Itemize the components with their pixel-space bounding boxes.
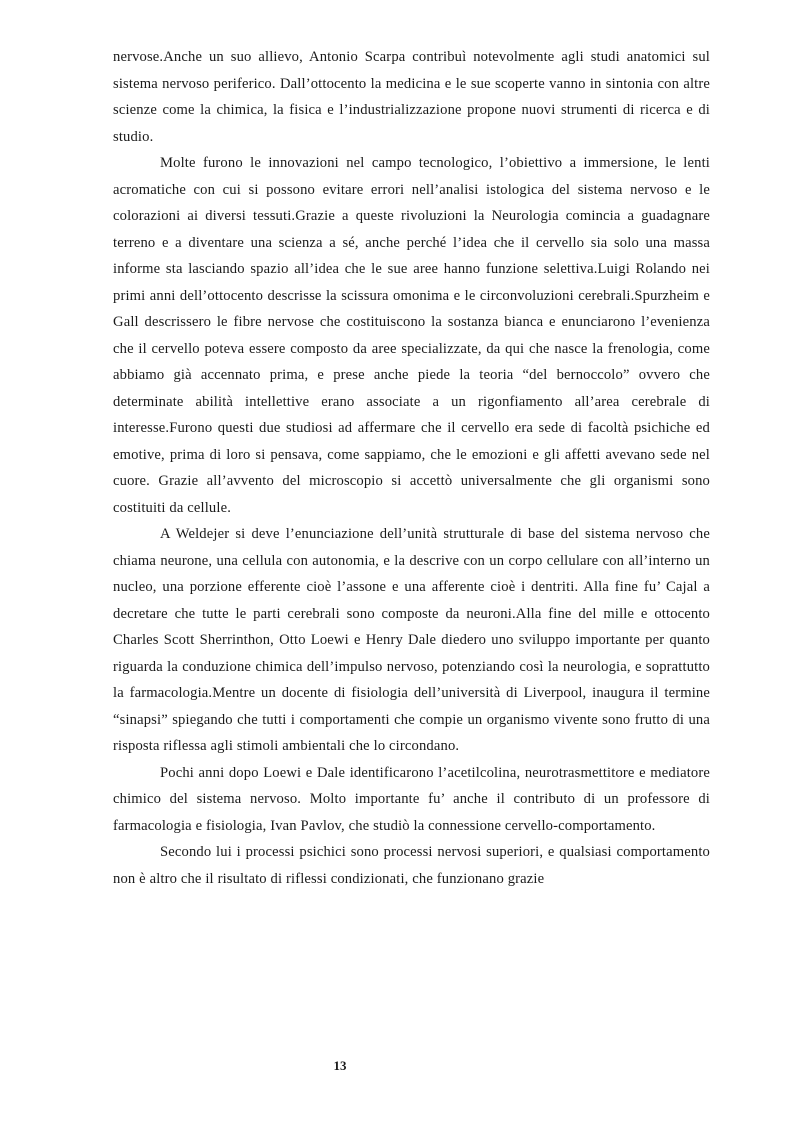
- paragraph-2: Molte furono le innovazioni nel campo tecnologico, l’obiettivo a immersione, le lenti acromatiche con cui si possono evitare errori nell’analisi istologica del sistema nervoso e le colorazioni ai diversi tessuti.Grazie a queste rivoluzioni la Neurologia comincia a guadagnare terreno e a diventare una scienza a sé, anche perché l’idea che il cervello sia solo una massa informe sta lasciando spazio all’idea che le sue aree hanno funzione selettiva.Luigi Rolando nei primi anni dell’ottocento descrisse la scissura omonima e le circonvoluzioni cerebrali.Spurzheim e Gall descrissero le fibre nervose che costituiscono la sostanza bianca e enunciarono l’evenienza che il cervello poteva essere composto da aree specializzate, da qui che nasce la frenologia, come abbiamo già accennato prima, e prese anche piede la teoria “del bernoccolo” ovvero che determinate abilità intellettive erano associate a un rigonfiamento all’area cerebrale di interesse.Furono questi due studiosi ad affermare che il cervello era sede di facoltà psichiche ed emotive, prima di loro si pensava, come sappiamo, che le emozioni e gli affetti avevano sede nel cuore. Grazie all’avvento del microscopio si accettò universalmente che gli organismi sono costituiti da cellule.: [113, 155, 710, 516]
- paragraph-4: Pochi anni dopo Loewi e Dale identificarono l’acetilcolina, neurotrasmettitore e mediatore chimico del sistema nervoso. Molto importante fu’ anche il contributo di un professore di farmacologia e fisiologia, Ivan Pavlov, che studiò la connessione cervello-comportamento.: [113, 764, 710, 834]
- paragraph-1: nervose.Anche un suo allievo, Antonio Scarpa contribuì notevolmente agli studi anatomici sul sistema nervoso periferico. Dall’ottocento la medicina e le sue scoperte vanno in sintonia con altre scienze come la chimica, la fisica e l’industrializzazione propone nuovi strumenti di ricerca e di studio.: [113, 49, 710, 145]
- body-text: [113, 44, 710, 892]
- paragraph-3: A Weldejer si deve l’enunciazione dell’unità strutturale di base del sistema nervoso che chiama neurone, una cellula con autonomia, e la descrive con un corpo cellulare con all’interno un nucleo, una porzione efferente cioè l’assone e una afferente cioè i dentriti. Alla fine fu’ Cajal a decretare che tutte le parti cerebrali sono composte da neuroni.Alla fine del mille e ottocento Charles Scott Sherrinthon, Otto Loewi e Henry Dale diedero uno sviluppo importante per quanto riguarda la conduzione chimica dell’impulso nervoso, potenziando così la neurologia, e soprattutto la farmacologia.Mentre un docente di fisiologia dell’università di Liverpool, inaugura il termine “sinapsi” spiegando che tutti i comportamenti che compie un organismo vivente sono frutto di una risposta riflessa agli stimoli ambientali che lo circondano.: [113, 526, 710, 754]
- paragraph-5: Secondo lui i processi psichici sono processi nervosi superiori, e qualsiasi comportamento non è altro che il risultato di riflessi condizionati, che funzionano grazie: [113, 844, 710, 887]
- page-number: 13: [333, 1058, 347, 1073]
